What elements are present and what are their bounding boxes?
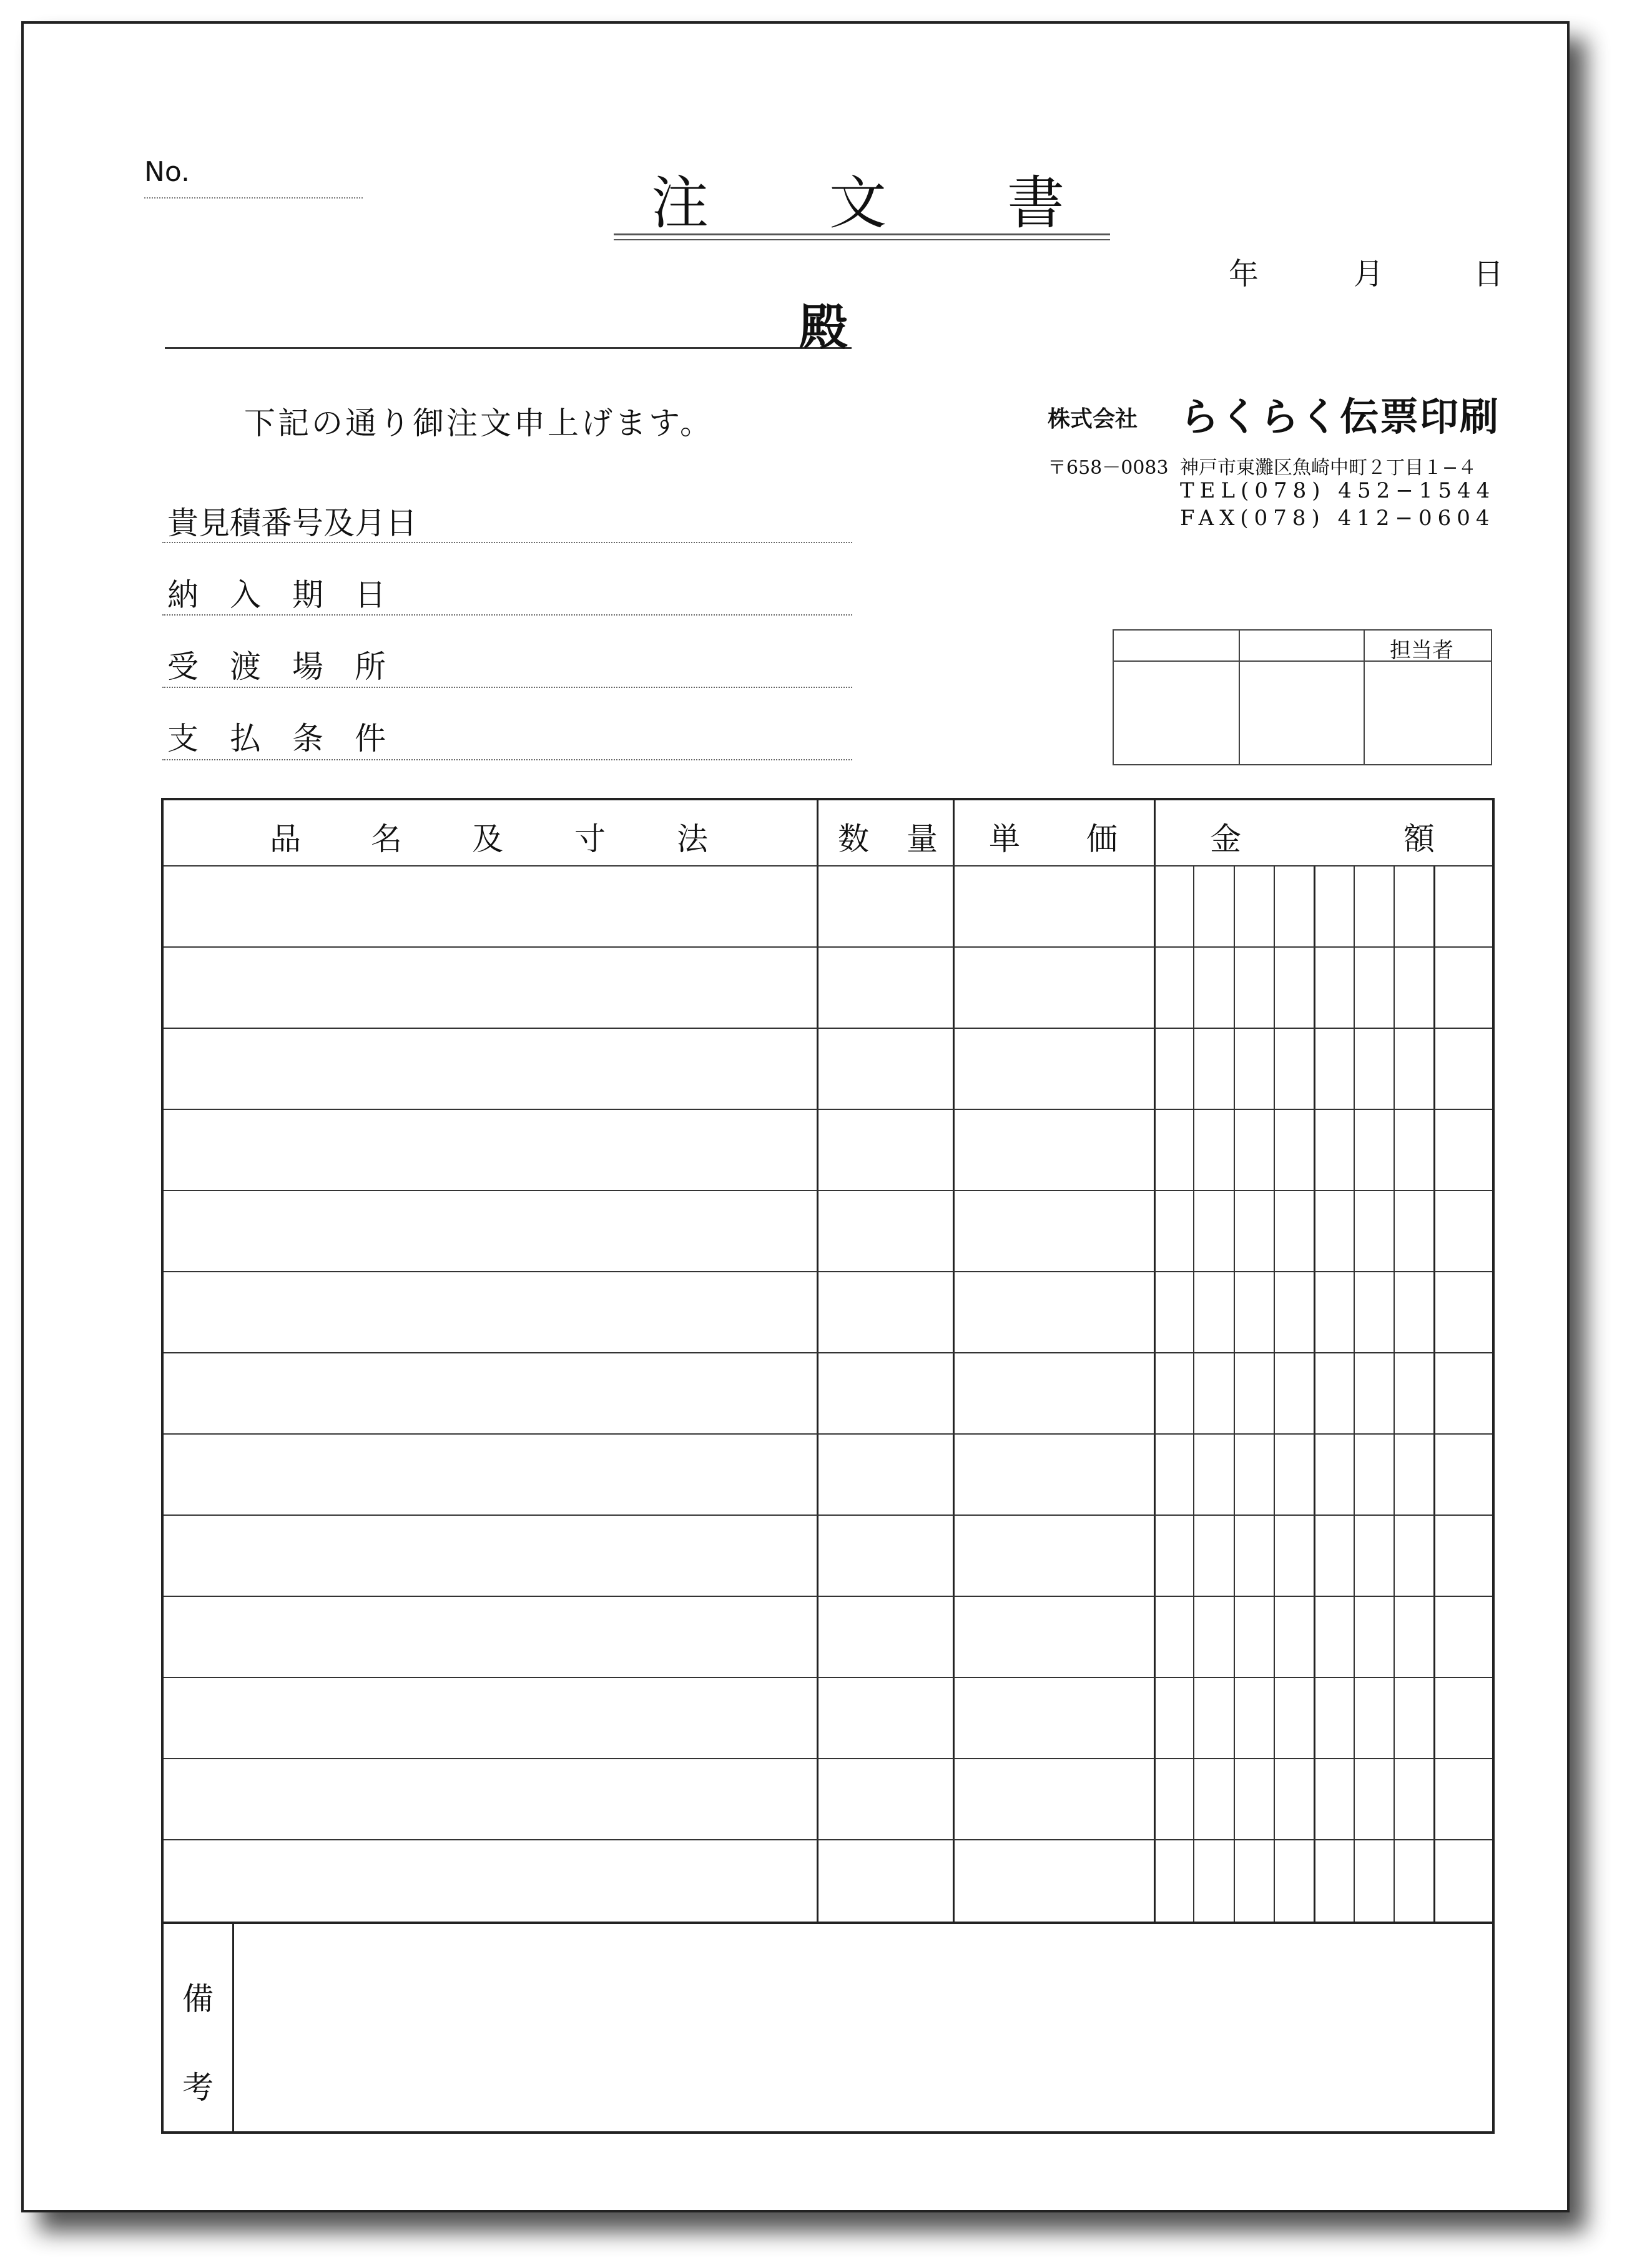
field-label-payment-terms: 支 払 条 件 (167, 720, 386, 757)
amount-digit-divider-7 (1433, 865, 1435, 1923)
col-divider-unit-price (1154, 800, 1156, 1923)
title-underline (614, 233, 1110, 235)
field-label-delivery-date: 納 入 期 日 (167, 577, 386, 613)
field-input-quote-number[interactable] (162, 542, 852, 543)
col-divider-quantity (953, 800, 955, 1923)
amount-digit-divider-3 (1274, 865, 1275, 1923)
row-line-2 (164, 1028, 1492, 1029)
row-line-10 (164, 1677, 1492, 1678)
row-line-4 (164, 1190, 1492, 1191)
amount-digit-divider-6 (1394, 865, 1395, 1923)
col-divider-item (817, 800, 818, 1923)
header-amount-char-2: 額 (1403, 821, 1435, 857)
addressee-field[interactable] (165, 347, 852, 349)
remarks-label-divider (232, 1923, 234, 2133)
intro-text: 下記の通り御注文申上げます。 (244, 405, 714, 441)
company-type: 株式会社 (1048, 406, 1138, 432)
row-line-3 (164, 1109, 1492, 1110)
company-address: 神戸市東灘区魚崎中町２丁目１−４ (1180, 457, 1477, 479)
stamp-cell-person-in-charge[interactable] (1365, 662, 1491, 764)
company-name: らくらく伝票印刷 (1180, 394, 1500, 439)
header-quantity-char-2: 量 (907, 821, 938, 857)
amount-digit-divider-5 (1354, 865, 1355, 1923)
amount-digit-divider-4 (1314, 865, 1315, 1923)
row-line-5 (164, 1271, 1492, 1272)
amount-digit-divider-2 (1234, 865, 1235, 1923)
date-day-label: 日 (1473, 257, 1504, 292)
row-line-12 (164, 1839, 1492, 1840)
header-row-line (164, 865, 1492, 866)
row-line-7 (164, 1433, 1492, 1435)
header-item-char-1: 品 (270, 821, 301, 857)
field-input-delivery-date[interactable] (162, 614, 852, 616)
header-item-char-4: 寸 (574, 821, 606, 857)
title-char-3: 書 (1007, 170, 1065, 237)
header-item-char-3: 及 (472, 821, 503, 857)
header-unit-price-char-2: 価 (1086, 821, 1118, 857)
field-label-quote-number: 貴見積番号及月日 (167, 505, 417, 541)
order-form-sheet (21, 21, 1570, 2212)
order-number-field[interactable] (144, 197, 363, 199)
row-line-6 (164, 1352, 1492, 1353)
remarks-label-char-2: 考 (182, 2069, 214, 2106)
remarks-top-line (164, 1922, 1492, 1924)
stamp-cell-1[interactable] (1114, 662, 1237, 764)
header-quantity-char-1: 数 (838, 821, 869, 857)
row-line-9 (164, 1596, 1492, 1597)
field-label-delivery-place: 受 渡 場 所 (167, 649, 386, 685)
company-fax: FAX(078) 412−0604 (1180, 506, 1495, 531)
field-input-delivery-place[interactable] (162, 687, 852, 688)
title-char-1: 注 (651, 170, 709, 237)
order-items-table (161, 798, 1495, 2134)
header-item-char-2: 名 (371, 821, 402, 857)
company-postal: 〒658－0083 (1048, 457, 1169, 479)
amount-digit-divider-1 (1193, 865, 1194, 1923)
stamp-cell-2[interactable] (1240, 662, 1362, 764)
header-item-char-5: 法 (677, 821, 708, 857)
field-input-payment-terms[interactable] (162, 759, 852, 760)
remarks-input-area[interactable] (235, 1925, 1492, 2129)
row-line-11 (164, 1758, 1492, 1759)
header-unit-price-char-1: 単 (989, 821, 1020, 857)
remarks-label-char-1: 備 (182, 1981, 214, 2017)
order-number-label: No. (144, 156, 190, 188)
header-amount-char-1: 金 (1210, 821, 1241, 857)
title-char-2: 文 (829, 170, 887, 237)
date-year-label: 年 (1229, 257, 1259, 292)
title-underline-2 (614, 239, 1110, 240)
addressee-suffix: 殿 (799, 299, 848, 356)
row-line-1 (164, 946, 1492, 948)
stamp-box (1113, 629, 1492, 765)
row-line-8 (164, 1514, 1492, 1516)
stamp-label-person-in-charge: 担当者 (1390, 638, 1453, 663)
date-month-label: 月 (1354, 257, 1384, 292)
company-tel: TEL(078) 452−1544 (1180, 478, 1496, 503)
